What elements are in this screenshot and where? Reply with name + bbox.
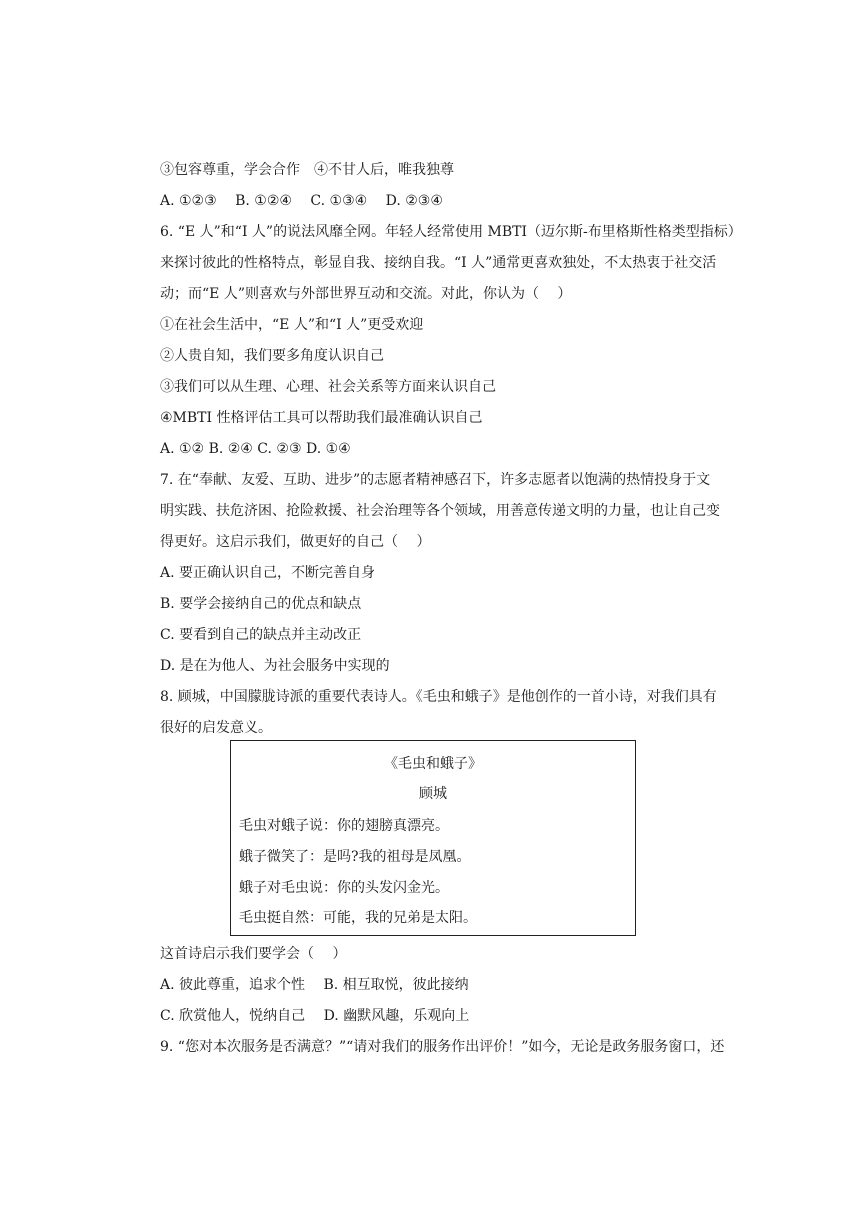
q7-stem-line-1: 7. 在“奉献、友爱、互助、进步”的志愿者精神感召下，许多志愿者以饱满的热情投身于文 — [160, 472, 711, 488]
q6-option-1: ①在社会生活中，“E 人”和“I 人”更受欢迎 — [160, 317, 424, 333]
poem-title: 《毛虫和蛾子》 — [384, 756, 482, 772]
q8-stem-line-2: 很好的启发意义。 — [160, 720, 272, 736]
q7-option-a: A. 要正确认识自己，不断完善自身 — [160, 565, 376, 581]
q6-stem-line-1: 6. “E 人”和“I 人”的说法风靡全网。年轻人经常使用 MBTI（迈尔斯-布里格斯性格类型指标） — [160, 224, 742, 240]
q8-question: 这首诗启示我们要学会（ ） — [160, 946, 347, 962]
q6-choices: A. ①② B. ②④ C. ②③ D. ①④ — [160, 441, 351, 457]
q6-option-2: ②人贵自知，我们要多角度认识自己 — [160, 348, 384, 364]
q8-options-ab: A. 彼此尊重，追求个性 B. 相互取悦，彼此接纳 — [160, 977, 469, 993]
poem-line: 蛾子微笑了：是吗?我的祖母是凤凰。 — [239, 849, 471, 865]
q6-option-3: ③我们可以从生理、心理、社会关系等方面来认识自己 — [160, 379, 496, 395]
poem-box — [230, 740, 636, 936]
q5-choices: A. ①②③ B. ①②④ C. ①③④ D. ②③④ — [160, 193, 443, 209]
q7-option-c: C. 要看到自己的缺点并主动改正 — [160, 627, 362, 643]
poem-line: 毛虫对蛾子说：你的翅膀真漂亮。 — [239, 818, 449, 834]
poem-line: 蛾子对毛虫说：你的头发闪金光。 — [239, 880, 449, 896]
q7-option-b: B. 要学会接纳自己的优点和缺点 — [160, 596, 362, 612]
poem-author: 顾城 — [419, 786, 447, 802]
poem-line: 毛虫挺自然：可能，我的兄弟是太阳。 — [239, 910, 477, 926]
q6-option-4: ④MBTI 性格评估工具可以帮助我们最准确认识自己 — [160, 410, 483, 426]
q9-stem-line-1: 9. “您对本次服务是否满意？”“请对我们的服务作出评价！”如今，无论是政务服务窗口，还 — [160, 1039, 725, 1055]
q8-stem-line-1: 8. 顾城，中国朦胧诗派的重要代表诗人。《毛虫和蛾子》是他创作的一首小诗，对我们具有 — [160, 689, 717, 705]
q5-option-line: ③包容尊重，学会合作 ④不甘人后，唯我独尊 — [160, 162, 454, 178]
q7-stem-line-2: 明实践、扶危济困、抢险救援、社会治理等各个领域，用善意传递文明的力量，也让自己变 — [160, 503, 720, 519]
q6-stem-line-2: 来探讨彼此的性格特点，彰显自我、接纳自我。“I 人”通常更喜欢独处，不太热衷于社交活 — [160, 255, 717, 271]
q8-options-cd: C. 欣赏他人，悦纳自己 D. 幽默风趣，乐观向上 — [160, 1008, 470, 1024]
q6-stem-line-3: 动；而“E 人”则喜欢与外部世界互动和交流。对此，你认为（ ） — [160, 286, 572, 302]
q7-option-d: D. 是在为他人、为社会服务中实现的 — [160, 658, 390, 674]
q7-stem-line-3: 得更好。这启示我们，做更好的自己（ ） — [160, 534, 431, 550]
